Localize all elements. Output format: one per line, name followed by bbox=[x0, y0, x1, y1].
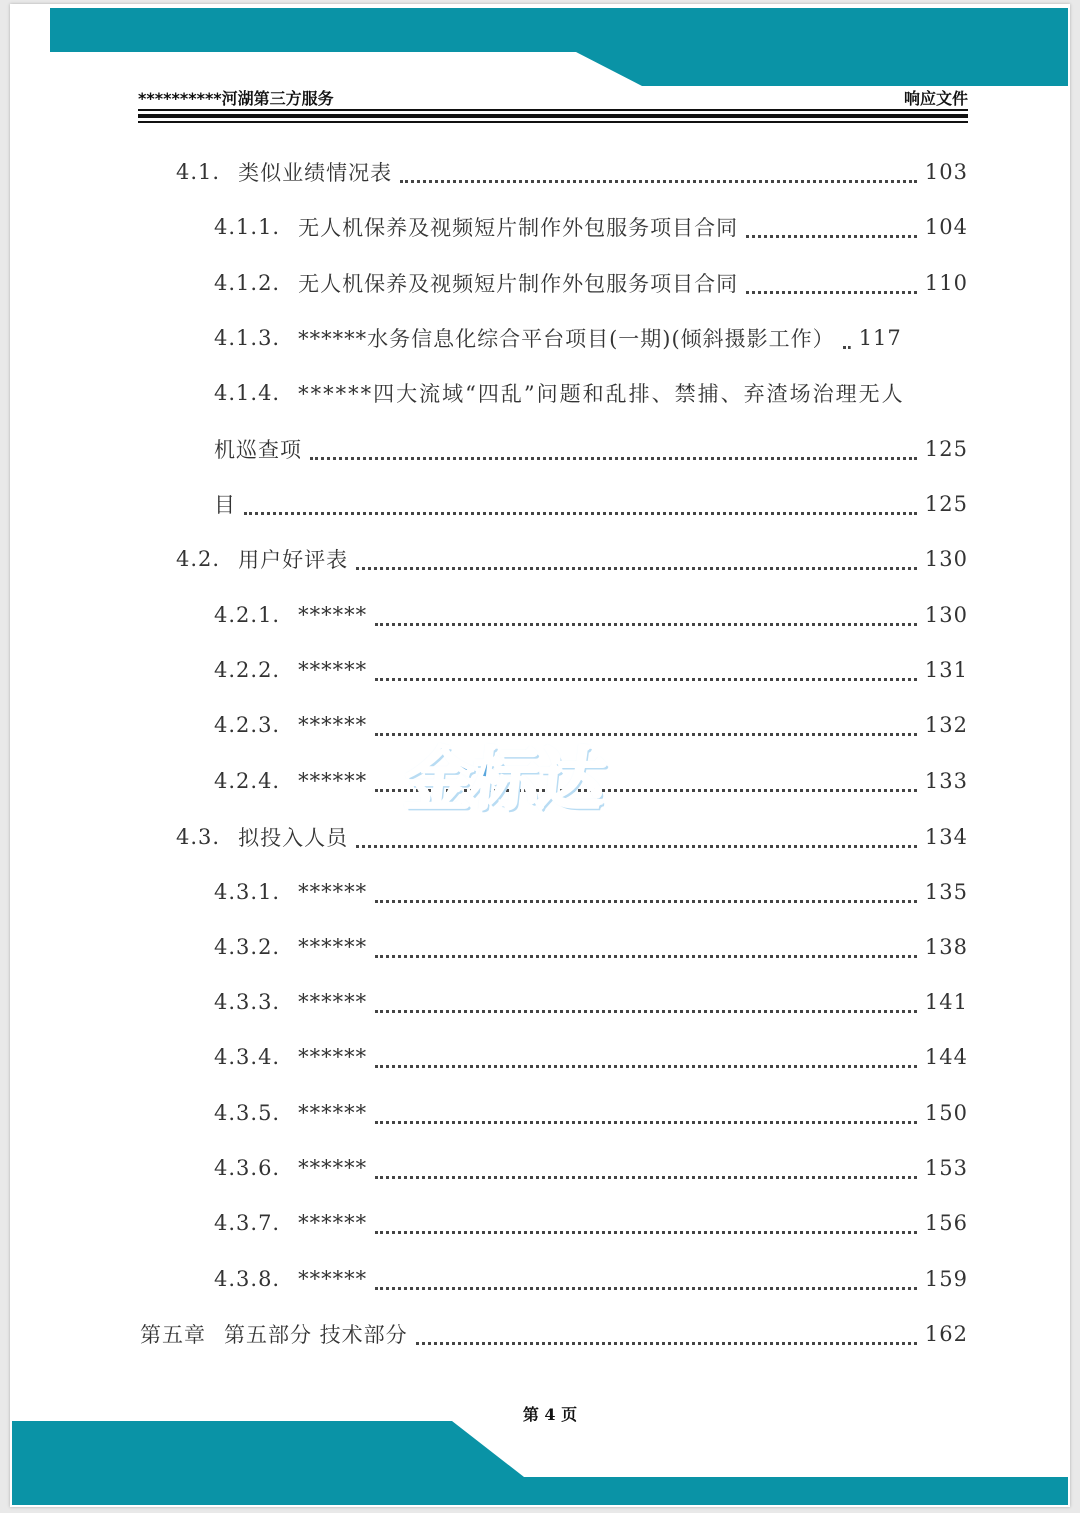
toc-entry[interactable] bbox=[214, 1040, 968, 1074]
toc-entry-title: ****** bbox=[298, 658, 368, 682]
toc-entry[interactable] bbox=[214, 1096, 968, 1130]
toc-entry-page: 159 bbox=[924, 1267, 968, 1291]
toc-leader bbox=[416, 1322, 917, 1345]
toc-entry-continuation[interactable] bbox=[214, 432, 968, 466]
toc-entry-title: ****** bbox=[298, 1045, 368, 1069]
toc-entry-title: ****** bbox=[298, 1211, 368, 1235]
toc-leader bbox=[746, 271, 917, 294]
toc-leader bbox=[375, 1156, 917, 1179]
toc-entry-page: 104 bbox=[924, 215, 968, 239]
toc-entry-page: 125 bbox=[924, 492, 968, 516]
toc-leader bbox=[843, 326, 851, 349]
toc-entry-page: 103 bbox=[924, 160, 968, 184]
toc-entry-title: 目 bbox=[214, 493, 236, 517]
toc-entry-number: 4.2.3. bbox=[214, 713, 281, 737]
toc-entry-title: 类似业绩情况表 bbox=[238, 161, 393, 185]
toc-entry-page: 135 bbox=[924, 880, 968, 904]
toc-leader bbox=[375, 1101, 917, 1124]
watermark-logo: 金标达 bbox=[400, 741, 608, 820]
toc-entry-title: 无人机保养及视频短片制作外包服务项目合同 bbox=[298, 216, 739, 240]
toc-entry[interactable] bbox=[214, 1262, 968, 1296]
toc-entry-page: 144 bbox=[924, 1045, 968, 1069]
toc-entry-title: 用户好评表 bbox=[238, 548, 349, 572]
toc-entry-page: 133 bbox=[924, 769, 968, 793]
toc-entry-title: ******四大流域“四乱”问题和乱排、禁捕、弃渣场治理无人 bbox=[298, 382, 905, 406]
toc-entry-title: ****** bbox=[298, 769, 368, 793]
toc-entry-page: 110 bbox=[924, 271, 968, 295]
toc-entry-continuation[interactable] bbox=[214, 487, 968, 521]
toc-entry-number: 4.1.3. bbox=[214, 326, 281, 350]
toc-leader bbox=[375, 990, 917, 1013]
toc-entry[interactable] bbox=[176, 542, 968, 576]
toc-entry-title: 机巡查项 bbox=[214, 438, 302, 462]
toc-entry-number: 4.3.2. bbox=[214, 935, 281, 959]
toc-entry[interactable] bbox=[214, 210, 968, 244]
toc-entry-number: 4.2.1. bbox=[214, 603, 281, 627]
toc-entry-page: 162 bbox=[924, 1322, 968, 1346]
toc-entry-title: ****** bbox=[298, 1101, 368, 1125]
toc-leader bbox=[244, 492, 917, 515]
toc-entry-page: 150 bbox=[924, 1101, 968, 1125]
bottom-decorative-band bbox=[10, 1407, 1070, 1507]
toc-leader bbox=[375, 713, 917, 736]
toc-entry[interactable] bbox=[214, 598, 968, 632]
toc-entry-title: ****** bbox=[298, 1156, 368, 1180]
toc-entry-page: 117 bbox=[858, 326, 902, 350]
header-doc-type: 响应文件 bbox=[903, 89, 968, 108]
toc-entry[interactable] bbox=[214, 653, 968, 687]
toc-entry-page: 132 bbox=[924, 713, 968, 737]
toc-leader bbox=[375, 1267, 917, 1290]
toc-entry-number: 4.3.1. bbox=[214, 880, 281, 904]
page-number: 第 4 页 bbox=[522, 1405, 578, 1424]
toc-entry-page: 153 bbox=[924, 1156, 968, 1180]
toc-leader bbox=[375, 880, 917, 903]
toc-entry[interactable] bbox=[214, 266, 968, 300]
toc-leader bbox=[375, 935, 917, 958]
toc-entry-number: 4.2.2. bbox=[214, 658, 281, 682]
toc-entry-number: 4.3.8. bbox=[214, 1267, 281, 1291]
toc-entry-number: 4.1.2. bbox=[214, 271, 281, 295]
toc-entry[interactable] bbox=[214, 875, 968, 909]
toc-entry[interactable] bbox=[176, 820, 968, 854]
toc-entry-title: ****** bbox=[298, 713, 368, 737]
toc-entry-page: 125 bbox=[924, 437, 968, 461]
toc-entry-number: 4.3.6. bbox=[214, 1156, 281, 1180]
toc-entry-page: 141 bbox=[924, 990, 968, 1014]
toc-leader bbox=[375, 1211, 917, 1234]
toc-entry-number: 4.2.4. bbox=[214, 769, 281, 793]
toc-entry-title: ******水务信息化综合平台项目(一期)(倾斜摄影工作） bbox=[298, 327, 835, 351]
toc-leader bbox=[375, 603, 917, 626]
toc-leader bbox=[375, 658, 917, 681]
toc-entry-number: 第五章 bbox=[140, 1323, 206, 1347]
toc-leader bbox=[400, 160, 917, 183]
toc-entry-page: 156 bbox=[924, 1211, 968, 1235]
toc-leader bbox=[356, 547, 917, 570]
toc-entry-number: 4.3.3. bbox=[214, 990, 281, 1014]
toc-entry-page: 134 bbox=[924, 825, 968, 849]
toc-leader bbox=[375, 1045, 917, 1068]
toc-entry-title: ****** bbox=[298, 935, 368, 959]
toc-entry-number: 4.3.7. bbox=[214, 1211, 281, 1235]
toc-entry-title: ****** bbox=[298, 1267, 368, 1291]
toc-entry-number: 4.1.4. bbox=[214, 381, 281, 405]
toc-entry[interactable] bbox=[214, 985, 968, 1019]
toc-entry-page: 131 bbox=[924, 658, 968, 682]
toc-entry[interactable] bbox=[214, 376, 968, 410]
toc-entry[interactable] bbox=[214, 930, 968, 964]
toc-entry-number: 4.3. bbox=[176, 825, 221, 849]
toc-entry-number: 4.1.1. bbox=[214, 215, 281, 239]
toc-entry[interactable] bbox=[214, 321, 968, 355]
toc-entry-title: 无人机保养及视频短片制作外包服务项目合同 bbox=[298, 272, 739, 296]
toc-entry[interactable] bbox=[214, 708, 968, 742]
toc-leader bbox=[310, 437, 917, 460]
toc-entry[interactable] bbox=[140, 1317, 968, 1351]
toc-entry-page: 130 bbox=[924, 547, 968, 571]
toc-leader bbox=[746, 215, 917, 238]
toc-entry-page: 130 bbox=[924, 603, 968, 627]
toc-entry-title: ****** bbox=[298, 990, 368, 1014]
toc-entry-title: 第五部分 技术部分 bbox=[224, 1323, 408, 1347]
toc-entry-number: 4.2. bbox=[176, 547, 221, 571]
toc-entry-number: 4.1. bbox=[176, 160, 221, 184]
toc-entry[interactable] bbox=[214, 1151, 968, 1185]
toc-leader bbox=[356, 825, 917, 848]
toc-entry-page: 138 bbox=[924, 935, 968, 959]
toc-entry-title: ****** bbox=[298, 603, 368, 627]
toc-entry[interactable] bbox=[214, 1206, 968, 1240]
toc-entry[interactable] bbox=[176, 155, 968, 189]
toc-entry-number: 4.3.5. bbox=[214, 1101, 281, 1125]
header-project-title: **********河湖第三方服务 bbox=[138, 89, 334, 108]
toc-entry-number: 4.3.4. bbox=[214, 1045, 281, 1069]
toc-entry-title: 拟投入人员 bbox=[238, 826, 349, 850]
toc-entry-title: ****** bbox=[298, 880, 368, 904]
